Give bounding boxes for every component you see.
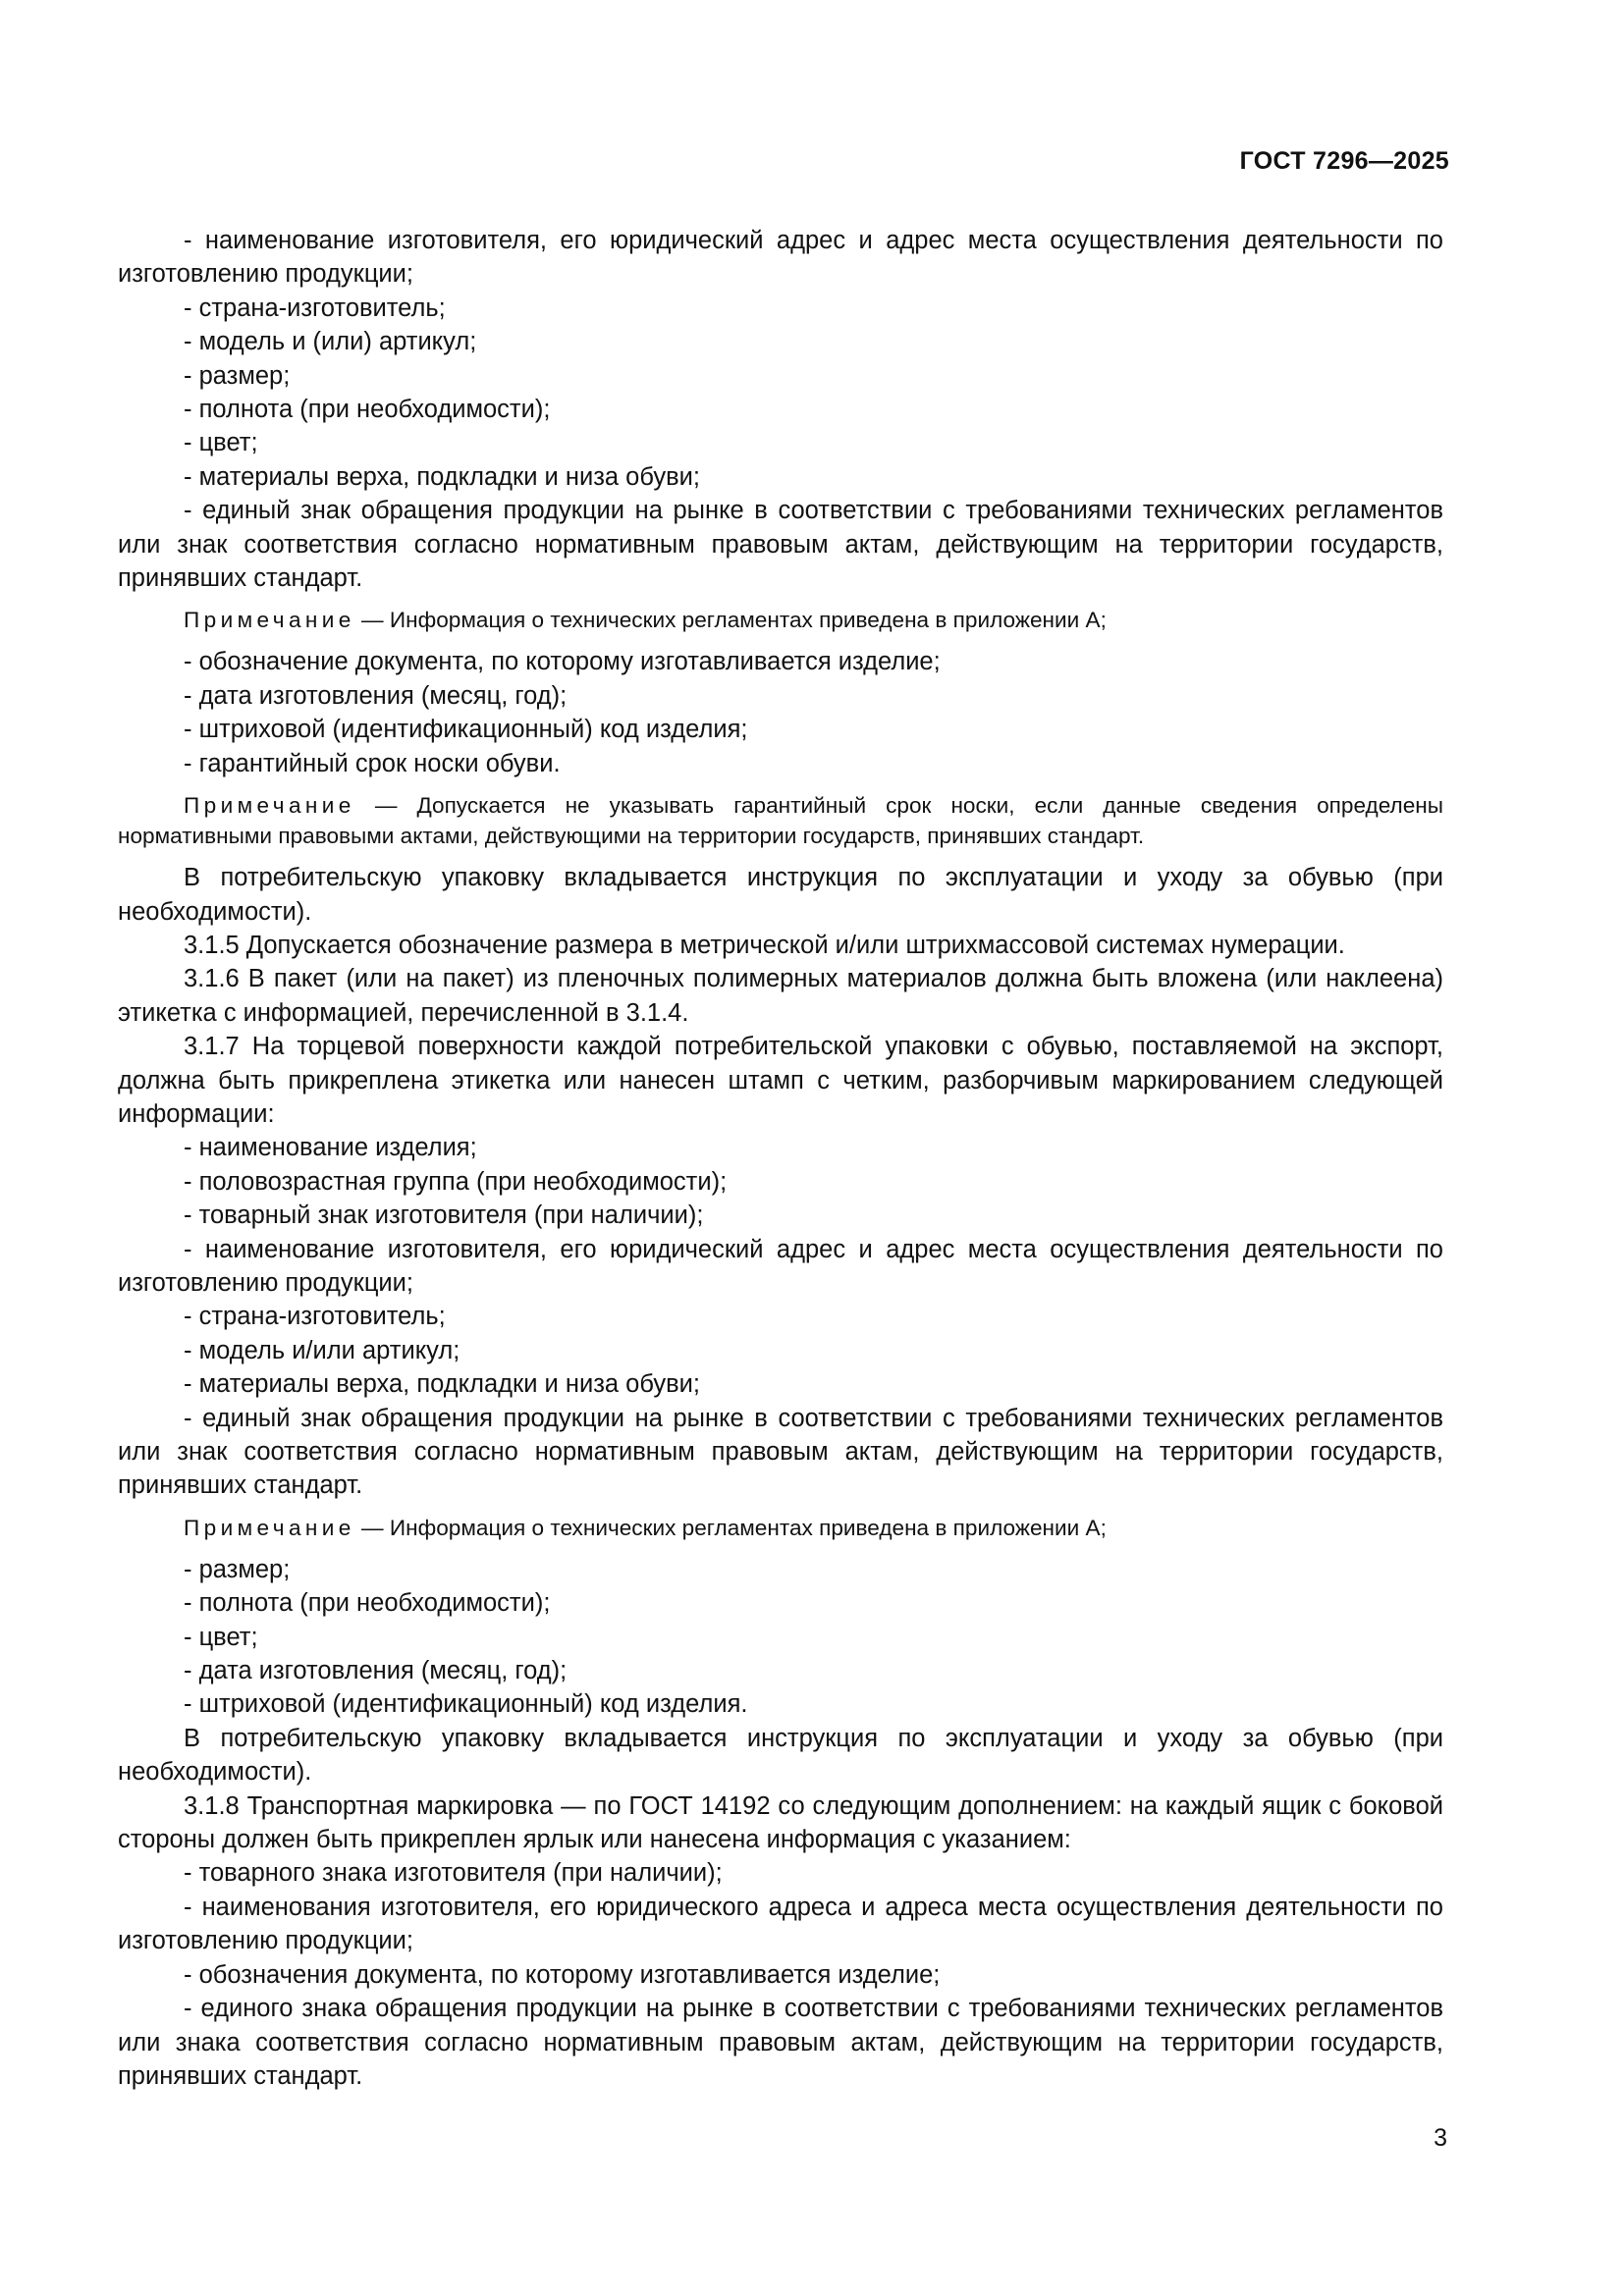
list-item: - наименование изделия; <box>184 1134 477 1162</box>
note-label: Примечание <box>184 1515 355 1540</box>
list-item: - цвет; <box>184 429 258 457</box>
clause-3-1-5: 3.1.5 Допускается обозначение размера в метрической и/или штрихмассовой системах нумерации. <box>184 931 1345 959</box>
list-item: - товарный знак изготовителя (при наличии); <box>184 1201 704 1230</box>
list-item: - материалы верха, подкладки и низа обуви; <box>184 1370 700 1399</box>
note-label: Примечание <box>184 608 355 633</box>
note-paragraph <box>118 605 1443 635</box>
list-item: - размер; <box>184 1555 291 1583</box>
list-item: - полнота (при необходимости); <box>184 1589 551 1618</box>
list-item: - обозначения документа, по которому изготавливается изделие; <box>184 1960 941 1989</box>
clause-3-1-8: 3.1.8 Транспортная маркировка — по ГОСТ 14192 со следующим дополнением: на каждый ящик с боковой стороны должен быть прикреплен ярлык или нанесена информация с указанием: <box>118 1791 1443 1854</box>
clause-3-1-7: 3.1.7 На торцевой поверхности каждой потребительской упаковки с обувью, поставляемой на экспорт, должна быть прикреплена этикетка или нанесен штамп с четким, разборчивым маркированием следующей информации: <box>118 1033 1443 1128</box>
list-item: - наименование изготовителя, его юридический адрес и адрес места осуществления деятельности по изготовлению продукции; <box>118 227 1443 289</box>
list-item: - наименование изготовителя, его юридический адрес и адрес места осуществления деятельности по изготовлению продукции; <box>118 1235 1443 1297</box>
list-item: - наименования изготовителя, его юридического адреса и адреса места осуществления деятельности по изготовлению продукции; <box>118 1893 1443 1955</box>
list-item: - полнота (при необходимости); <box>184 396 551 424</box>
document-body <box>118 224 1443 2093</box>
list-item: - единый знак обращения продукции на рынке в соответствии с требованиями технических регламентов или знак соответствия согласно нормативным правовым актам, действующим на территории государств, принявших стандарт. <box>118 497 1443 593</box>
list-item: - размер; <box>184 361 291 390</box>
list-item: - товарного знака изготовителя (при наличии); <box>184 1859 723 1888</box>
list-item: - модель и/или артикул; <box>184 1336 460 1364</box>
list-item: - штриховой (идентификационный) код изделия. <box>184 1690 748 1719</box>
list-item: - гарантийный срок носки обуви. <box>184 749 561 777</box>
list-item: - штриховой (идентификационный) код изделия; <box>184 716 748 744</box>
list-item: - дата изготовления (месяц, год); <box>184 1657 568 1685</box>
list-item: - единый знак обращения продукции на рынке в соответствии с требованиями технических регламентов или знак соответствия согласно нормативным правовым актам, действующим на территории государств, принявших стандарт. <box>118 1404 1443 1500</box>
body-paragraph: В потребительскую упаковку вкладывается инструкция по эксплуатации и уходу за обувью (при необходимости). <box>118 1724 1443 1787</box>
list-item: - единого знака обращения продукции на рынке в соответствии с требованиями технических регламентов или знака соответствия согласно нормативным правовым актам, действующим на территории государств, принявших стандарт. <box>118 1995 1443 2090</box>
list-item: - половозрастная группа (при необходимости); <box>184 1167 728 1196</box>
list-item: - цвет; <box>184 1623 258 1651</box>
list-item: - страна-изготовитель; <box>184 294 446 322</box>
list-item: - модель и (или) артикул; <box>184 328 477 356</box>
note-text: — Информация о технических регламентах приведена в приложении А; <box>354 1515 1107 1540</box>
list-item: - страна-изготовитель; <box>184 1303 446 1331</box>
list-item: - материалы верха, подкладки и низа обуви; <box>184 462 700 491</box>
list-item: - дата изготовления (месяц, год); <box>184 681 568 710</box>
list-item: - обозначение документа, по которому изготавливается изделие; <box>184 648 941 676</box>
note-label: Примечание <box>184 793 355 819</box>
note-paragraph <box>118 790 1443 851</box>
note-paragraph <box>118 1513 1443 1543</box>
note-text: — Допускается не указывать гарантийный срок носки, если данные сведения определены нормативными правовыми актами, действующими на территории государств, принявших стандарт. <box>118 793 1443 849</box>
note-text: — Информация о технических регламентах приведена в приложении А; <box>354 608 1107 633</box>
document-code-header: ГОСТ 7296—2025 <box>1239 147 1449 175</box>
body-paragraph: В потребительскую упаковку вкладывается инструкция по эксплуатации и уходу за обувью (при необходимости). <box>118 864 1443 926</box>
page-number: 3 <box>1434 2124 1447 2152</box>
clause-3-1-6: 3.1.6 В пакет (или на пакет) из пленочных полимерных материалов должна быть вложена (или наклеена) этикетка с информацией, перечисленной в 3.1.4. <box>118 965 1443 1027</box>
